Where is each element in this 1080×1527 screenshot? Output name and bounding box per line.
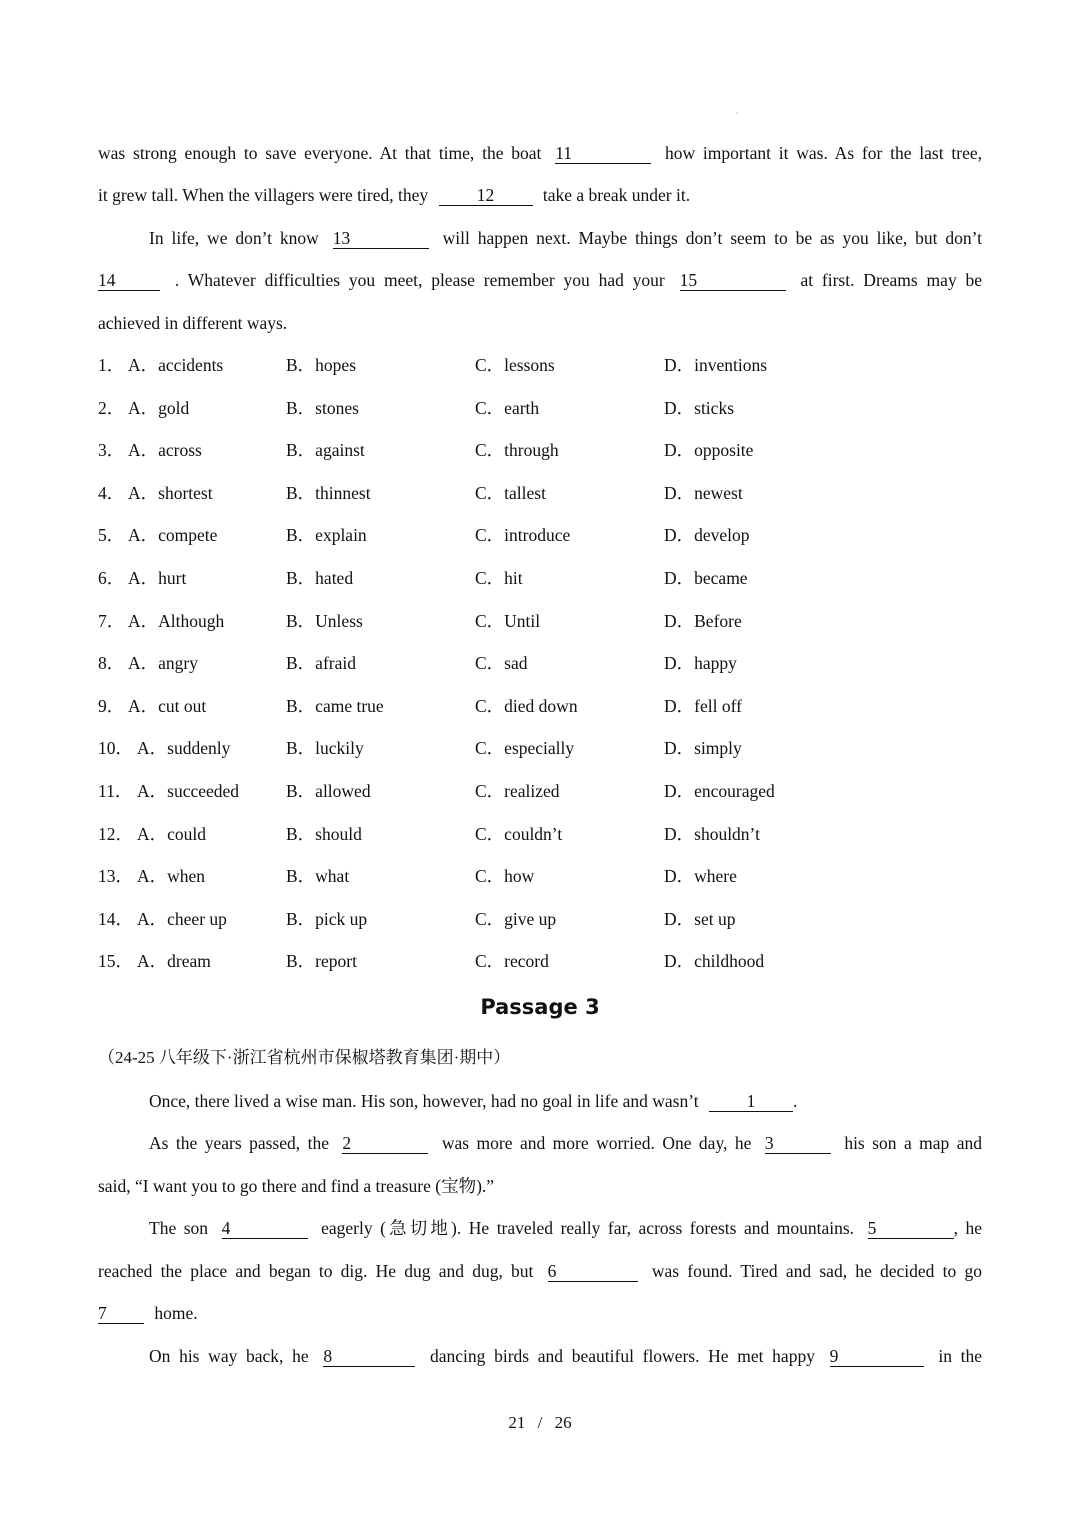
question-row: 3． A．across B．against C．through D．opposite <box>98 440 754 461</box>
scan-speck <box>736 112 738 114</box>
question-row: 12． A．could B．should C．couldn’t D．shouldn’t <box>98 823 760 844</box>
blank-5: 5 <box>868 1218 954 1239</box>
blank-6: 6 <box>548 1261 638 1282</box>
question-row: 13． A．when B．what C．how D．where <box>98 866 737 887</box>
blank-11: 11 <box>555 143 651 164</box>
passage-line: 7 home. <box>98 1303 198 1323</box>
blank-2: 2 <box>342 1133 428 1154</box>
passage-line: reached the place and began to dig. He dug and dug, but 6 was found. Tired and sad, he decided to go <box>98 1261 982 1281</box>
blank-7: 7 <box>98 1303 144 1324</box>
passage-line: In life, we don’t know 13 will happen next. Maybe things don’t seem to be as you like, but don’t <box>149 228 983 248</box>
question-row: 4． A．shortest B．thinnest C．tallest D．newest <box>98 482 743 503</box>
passage-line: The son 4 eagerly (急切地). He traveled really far, across forests and mountains. 5 , he <box>149 1218 983 1238</box>
blank-13: 13 <box>333 228 429 249</box>
question-row: 9． A．cut out B．came true C．died down D．fell off <box>98 695 742 716</box>
blank-8: 8 <box>323 1346 415 1367</box>
question-row: 2． A．gold B．stones C．earth D．sticks <box>98 397 734 418</box>
question-row: 15． A．dream B．report C．record D．childhood <box>98 951 765 972</box>
page-number: 21 / 26 <box>508 1413 572 1432</box>
blank-14: 14 <box>98 270 160 291</box>
blank-1: 1 <box>709 1091 793 1112</box>
blank-3: 3 <box>765 1133 831 1154</box>
question-row: 1． A．accidents B．hopes C．lessons D．inventions <box>98 355 768 375</box>
question-row: 14． A．cheer up B．pick up C．give up D．set up <box>98 908 736 929</box>
passage-line: achieved in different ways. <box>98 313 288 333</box>
question-row: 6． A．hurt B．hated C．hit D．became <box>98 568 748 588</box>
passage-line: On his way back, he 8 dancing birds and beautiful flowers. He met happy 9 in the <box>149 1346 983 1366</box>
passage-line: was strong enough to save everyone. At that time, the boat 11 how important it was. As for the last tree, <box>98 143 982 163</box>
passage-line: it grew tall. When the villagers were tired, they 12 take a break under it. <box>98 185 691 205</box>
question-row: 7． A．Although B．Unless C．Until D．Before <box>98 610 742 631</box>
source-citation: （24-25 八年级下·浙江省杭州市保椒塔教育集团·期中） <box>98 1048 511 1067</box>
blank-12: 12 <box>439 185 533 206</box>
question-row: 10． A．suddenly B．luckily C．especially D．simply <box>98 738 742 759</box>
passage-line: As the years passed, the 2 was more and more worried. One day, he 3 his son a map and <box>149 1133 983 1153</box>
passage-line: said, “I want you to go there and find a treasure (宝物).” <box>98 1176 495 1196</box>
section-heading: Passage 3 <box>480 995 600 1019</box>
passage-line: 14 . Whatever difficulties you meet, please remember you had your 15 at first. Dreams may be <box>98 270 983 290</box>
question-row: 11． A．succeeded B．allowed C．realized D．encouraged <box>98 781 775 801</box>
blank-4: 4 <box>222 1218 308 1239</box>
blank-15: 15 <box>680 270 786 291</box>
question-row: 8． A．angry B．afraid C．sad D．happy <box>98 653 737 674</box>
blank-9: 9 <box>830 1346 924 1367</box>
passage-line: Once, there lived a wise man. His son, however, had no goal in life and wasn’t 1 . <box>149 1091 798 1111</box>
question-row: 5． A．compete B．explain C．introduce D．develop <box>98 525 750 546</box>
